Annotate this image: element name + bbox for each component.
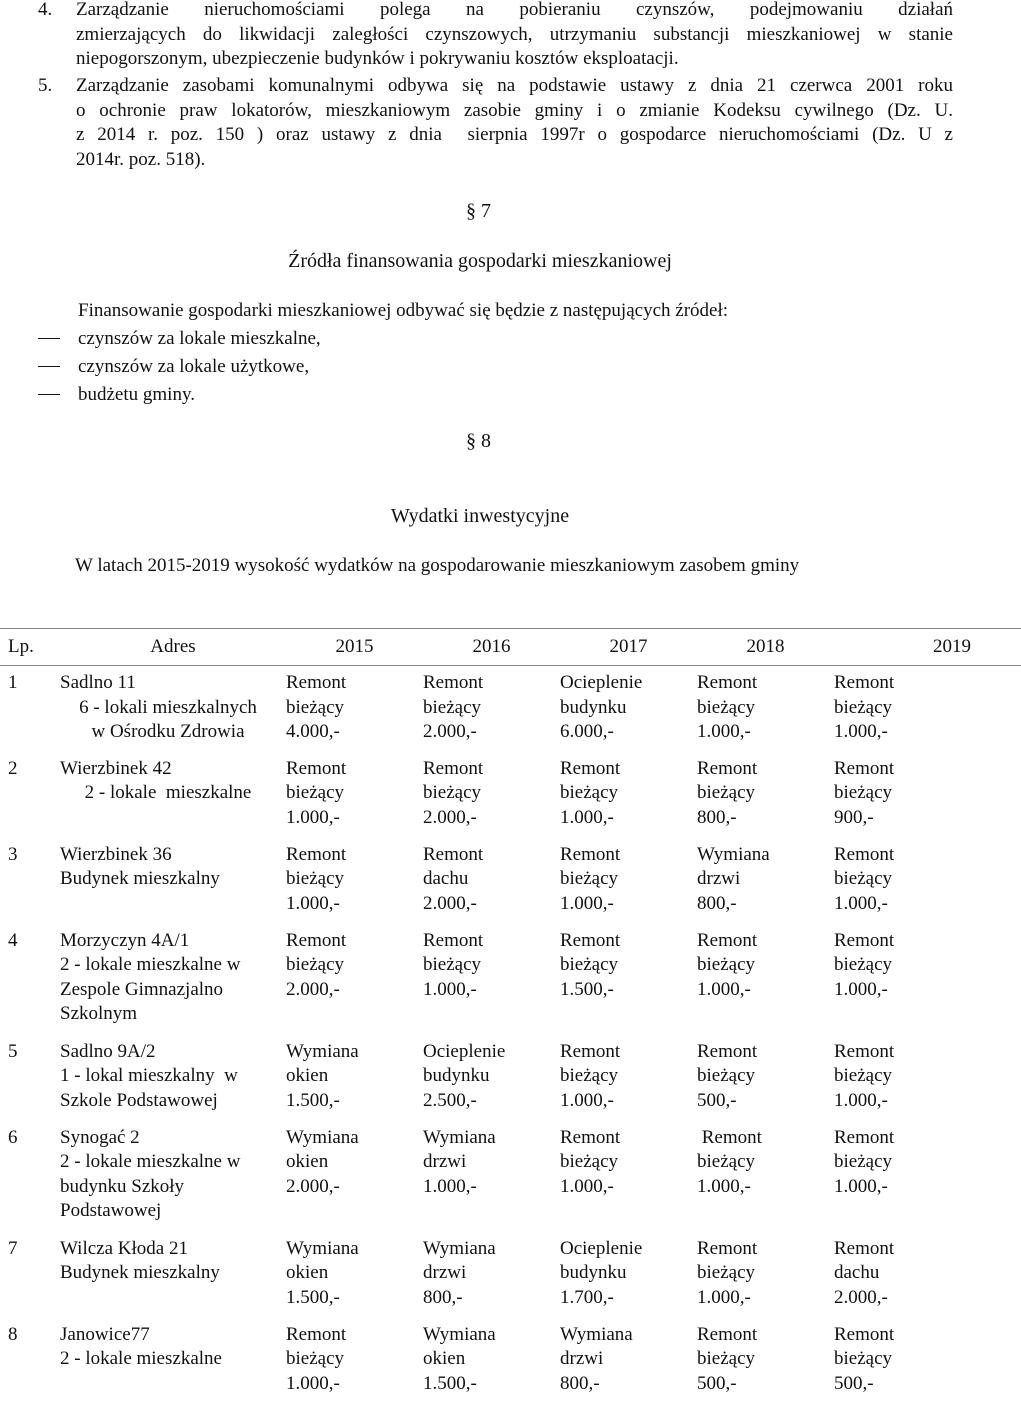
point-number: 4. — [38, 0, 53, 20]
amount-value: 1.000,- — [834, 892, 888, 914]
year-cell — [286, 838, 423, 924]
year-cell — [834, 1318, 1021, 1401]
work-description: bieżący — [286, 782, 345, 803]
amount-value: 2.000,- — [834, 1286, 888, 1308]
year-cell — [286, 1232, 423, 1318]
work-description: bieżący — [697, 1065, 756, 1086]
paragraph-point-4 — [38, 0, 953, 72]
table-row — [0, 838, 1021, 924]
work-description: bieżący — [286, 696, 345, 718]
amount-value: 1.000,- — [697, 1286, 751, 1308]
year-cell — [697, 1318, 834, 1401]
address-cell — [60, 1318, 286, 1401]
year-cell — [423, 1121, 560, 1232]
year-cell — [834, 838, 1021, 924]
row-number: 3 — [8, 843, 18, 865]
address-main: Sadlno 9A/2 — [60, 1040, 156, 1062]
work-description: okien — [286, 1151, 329, 1172]
address-main: Wilcza Kłoda 21 — [60, 1237, 188, 1259]
work-description: bieżący — [697, 954, 756, 975]
work-description: bieżący — [560, 1065, 619, 1086]
address-cell — [60, 752, 286, 838]
year-cell — [697, 1035, 834, 1121]
work-description: bieżący — [834, 1151, 893, 1172]
amount-value: 900,- — [834, 806, 874, 828]
address-cell — [60, 1035, 286, 1121]
work-description: Remont — [286, 757, 347, 779]
work-description: Remont — [286, 672, 347, 693]
address-detail: Budynek mieszkalny — [60, 1262, 220, 1283]
amount-value: 2.000,- — [286, 1175, 340, 1197]
amount-value: 500,- — [697, 1089, 737, 1111]
work-description: bieżący — [560, 1151, 619, 1172]
amount-value: 1.000,- — [834, 721, 888, 742]
year-cell — [560, 838, 697, 924]
paragraph-line: zmierzających do likwidacji zaległości czynszowych, utrzymaniu substancji mieszkaniowej w stanie — [76, 23, 953, 45]
amount-value: 1.000,- — [697, 1175, 751, 1197]
amount-value: 1.000,- — [560, 1089, 614, 1111]
table-row — [0, 1232, 1021, 1318]
work-description: Wymiana — [286, 1237, 359, 1259]
section-intro-8: W latach 2015-2019 wysokość wydatków na gospodarowanie mieszkaniowym zasobem gminy — [75, 555, 800, 576]
amount-value: 1.000,- — [286, 1372, 340, 1394]
work-description: Remont — [697, 757, 758, 779]
work-description: Remont — [560, 843, 621, 865]
table-row — [0, 924, 1021, 1035]
work-description: bieżący — [697, 1151, 756, 1172]
table-row — [0, 1318, 1021, 1401]
work-description: bieżący — [560, 782, 619, 803]
row-number: 7 — [8, 1237, 18, 1259]
amount-value: 1.000,- — [560, 806, 614, 828]
year-cell — [697, 924, 834, 1035]
amount-value: 2.000,- — [423, 806, 477, 828]
work-description: bieżący — [423, 696, 482, 718]
year-cell — [423, 752, 560, 838]
point-number: 5. — [38, 75, 53, 96]
address-detail: 1 - lokal mieszkalny w — [60, 1065, 238, 1086]
year-cell — [560, 752, 697, 838]
amount-value: 1.500,- — [286, 1286, 340, 1308]
work-description: Remont — [286, 843, 347, 865]
work-description: budynku — [560, 1262, 627, 1283]
work-description: drzwi — [423, 1262, 467, 1283]
row-number: 6 — [8, 1126, 18, 1148]
address-detail: Szkole Podstawowej — [60, 1089, 218, 1111]
list-item: budżetu gminy. — [38, 381, 321, 409]
section-title-7: Źródła finansowania gospodarki mieszkaniowej — [288, 250, 672, 272]
work-description: Remont — [286, 929, 347, 951]
work-description: Wymiana — [423, 1237, 496, 1259]
row-number: 2 — [8, 757, 18, 779]
work-description: Remont — [560, 1040, 621, 1062]
amount-value: 1.500,- — [560, 978, 614, 1000]
address-cell — [60, 666, 286, 752]
dash-bullet-icon — [38, 366, 60, 367]
work-description: Remont — [834, 843, 895, 865]
year-cell — [560, 924, 697, 1035]
year-cell — [560, 666, 697, 752]
work-description: Wymiana — [286, 1040, 359, 1062]
work-description: Wymiana — [560, 1323, 633, 1345]
work-description: Remont — [834, 1126, 895, 1148]
year-cell — [560, 1035, 697, 1121]
investment-table — [0, 628, 1021, 1400]
header-year: 2016 — [423, 629, 560, 666]
paragraph-line: niepogorszonym, ubezpieczenie budynków i pokrywaniu kosztów eksploatacji. — [76, 48, 679, 69]
year-cell — [286, 924, 423, 1035]
work-description: budynku — [560, 696, 627, 718]
row-number: 1 — [8, 672, 18, 693]
year-cell — [560, 1121, 697, 1232]
work-description: drzwi — [423, 1151, 467, 1172]
address-detail: 2 - lokale mieszkalne w — [60, 954, 241, 975]
address-detail: Szkolnym — [60, 1003, 138, 1024]
dash-bullet-icon — [38, 394, 60, 395]
work-description: Remont — [286, 1323, 347, 1345]
work-description: bieżący — [286, 868, 345, 889]
year-cell — [286, 1121, 423, 1232]
work-description: Remont — [423, 757, 484, 779]
year-cell — [697, 1121, 834, 1232]
header-year: 2019 — [834, 629, 1021, 666]
amount-value: 1.700,- — [560, 1286, 614, 1308]
work-description: Remont — [834, 1040, 895, 1062]
table-row — [0, 1121, 1021, 1232]
year-cell — [834, 1035, 1021, 1121]
list-item: czynszów za lokale użytkowe, — [38, 353, 321, 381]
section-title-8: Wydatki inwestycyjne — [390, 505, 570, 527]
work-description: bieżący — [697, 1348, 756, 1369]
address-main: Wierzbinek 42 — [60, 757, 172, 779]
year-cell — [834, 1121, 1021, 1232]
amount-value: 6.000,- — [560, 721, 614, 742]
work-description: Remont — [560, 757, 621, 779]
year-cell — [423, 838, 560, 924]
work-description: Remont — [423, 843, 484, 865]
row-number: 5 — [8, 1040, 18, 1062]
year-cell — [286, 1035, 423, 1121]
address-detail: 2 - lokale mieszkalne — [60, 1348, 222, 1369]
list-item: czynszów za lokale mieszkalne, — [38, 325, 321, 353]
work-description: Remont — [697, 929, 758, 951]
address-cell — [60, 838, 286, 924]
work-description: bieżący — [286, 954, 345, 975]
work-description: Remont — [423, 672, 484, 693]
paragraph-line: Zarządzanie zasobami komunalnymi odbywa się na podstawie ustawy z dnia 21 czerwca 2001 roku — [76, 75, 953, 96]
header-year: 2015 — [286, 629, 423, 666]
amount-value: 1.000,- — [697, 721, 751, 742]
work-description: drzwi — [560, 1348, 604, 1369]
amount-value: 2.000,- — [286, 978, 340, 1000]
work-description: budynku — [423, 1065, 490, 1086]
header-lp: Lp. — [0, 629, 60, 666]
address-cell — [60, 924, 286, 1035]
address-cell — [60, 1121, 286, 1232]
year-cell — [697, 838, 834, 924]
work-description: bieżący — [834, 868, 893, 889]
work-description: dachu — [423, 868, 469, 889]
amount-value: 1.000,- — [560, 892, 614, 914]
amount-value: 2.000,- — [423, 892, 477, 914]
amount-value: 800,- — [697, 892, 737, 914]
work-description: Wymiana — [423, 1323, 496, 1345]
work-description: Remont — [834, 1323, 895, 1345]
work-description: Remont — [423, 929, 484, 951]
amount-value: 1.000,- — [286, 806, 340, 828]
year-cell — [560, 1232, 697, 1318]
table-row — [0, 1035, 1021, 1121]
work-description: Remont — [560, 929, 621, 951]
amount-value: 1.000,- — [423, 1175, 477, 1197]
work-description: okien — [286, 1065, 329, 1086]
section-sign-7: § 7 — [466, 200, 491, 222]
year-cell — [697, 1232, 834, 1318]
work-description: bieżący — [834, 1065, 893, 1086]
header-year: 2018 — [697, 629, 834, 666]
paragraph-line: o ochronie praw lokatorów, mieszkaniowym zasobie gminy i o zmianie Kodeksu cywilnego (Dz. U. — [76, 99, 953, 121]
address-detail: Budynek mieszkalny — [60, 868, 220, 889]
dash-bullet-icon — [38, 338, 60, 339]
address-main: Janowice77 — [60, 1323, 150, 1345]
address-detail: 2 - lokale mieszkalne — [84, 782, 252, 803]
work-description: dachu — [834, 1262, 880, 1283]
work-description: okien — [423, 1348, 466, 1369]
work-description: Remont — [697, 1040, 758, 1062]
work-description: Remont — [834, 672, 895, 693]
work-description: bieżący — [423, 782, 482, 803]
amount-value: 4.000,- — [286, 721, 340, 742]
work-description: Remont — [560, 1126, 621, 1148]
address-detail: budynku Szkoły — [60, 1175, 185, 1197]
amount-value: 1.000,- — [560, 1175, 614, 1197]
address-main: Sadlno 11 — [60, 672, 136, 693]
work-description: Wymiana — [286, 1126, 359, 1148]
year-cell — [286, 1318, 423, 1401]
work-description: Wymiana — [423, 1126, 496, 1148]
work-description: bieżący — [834, 954, 893, 975]
work-description: Remont — [697, 1323, 758, 1345]
amount-value: 1.500,- — [423, 1372, 477, 1394]
amount-value: 2.000,- — [423, 721, 477, 742]
address-detail: 6 - lokali mieszkalnych — [79, 696, 257, 718]
amount-value: 800,- — [697, 806, 737, 828]
amount-value: 1.000,- — [834, 978, 888, 1000]
table-row — [0, 666, 1021, 752]
year-cell — [834, 666, 1021, 752]
year-cell — [834, 1232, 1021, 1318]
paragraph-line: 2014r. poz. 518). — [76, 148, 206, 170]
work-description: bieżący — [834, 782, 893, 803]
address-detail: Zespole Gimnazjalno — [60, 978, 224, 1000]
work-description: Remont — [834, 1237, 895, 1259]
work-description: Ocieplenie — [423, 1040, 506, 1062]
work-description: drzwi — [697, 868, 741, 889]
amount-value: 1.000,- — [834, 1089, 888, 1111]
work-description: Remont — [697, 1237, 758, 1259]
paragraph-line: z 2014 r. poz. 150 ) oraz ustawy z dnia sierpnia 1997r o gospodarce nieruchomościami (Dz. U z — [76, 124, 953, 145]
amount-value: 2.500,- — [423, 1089, 477, 1111]
year-cell — [423, 924, 560, 1035]
year-cell — [423, 1035, 560, 1121]
work-description: Ocieplenie — [560, 1237, 643, 1259]
header-year: 2017 — [560, 629, 697, 666]
address-main: Morzyczyn 4A/1 — [60, 929, 190, 951]
work-description: bieżący — [697, 1262, 756, 1283]
year-cell — [286, 752, 423, 838]
work-description: bieżący — [423, 954, 482, 975]
address-detail: 2 - lokale mieszkalne w — [60, 1151, 241, 1172]
address-main: Wierzbinek 36 — [60, 843, 172, 865]
year-cell — [423, 1318, 560, 1401]
section-intro-7: Finansowanie gospodarki mieszkaniowej odbywać się będzie z następujących źródeł: — [78, 300, 729, 321]
amount-value: 1.000,- — [286, 892, 340, 914]
amount-value: 500,- — [834, 1372, 874, 1394]
amount-value: 800,- — [423, 1286, 463, 1308]
paragraph-line: Zarządzanie nieruchomościami polega na pobieraniu czynszów, podejmowaniu działań — [76, 0, 953, 20]
address-cell — [60, 1232, 286, 1318]
work-description: Remont — [834, 929, 895, 951]
year-cell — [697, 666, 834, 752]
year-cell — [834, 752, 1021, 838]
year-cell — [697, 752, 834, 838]
work-description: Remont — [697, 672, 758, 693]
work-description: bieżący — [697, 782, 756, 803]
row-number: 8 — [8, 1323, 18, 1345]
address-main: Synogać 2 — [60, 1126, 140, 1148]
year-cell — [834, 924, 1021, 1035]
address-detail: w Ośrodku Zdrowia — [91, 721, 245, 742]
table-header-row — [0, 629, 1021, 666]
year-cell — [423, 666, 560, 752]
section-sign-8: § 8 — [466, 430, 491, 452]
amount-value: 1.000,- — [423, 978, 477, 1000]
work-description: Ocieplenie — [560, 672, 643, 693]
year-cell — [560, 1318, 697, 1401]
work-description: okien — [286, 1262, 329, 1283]
header-address: Adres — [60, 629, 286, 666]
year-cell — [286, 666, 423, 752]
work-description: Wymiana — [697, 843, 770, 865]
work-description: bieżący — [286, 1348, 345, 1369]
work-description: bieżący — [697, 696, 756, 718]
row-number: 4 — [8, 929, 18, 951]
year-cell — [423, 1232, 560, 1318]
amount-value: 500,- — [697, 1372, 737, 1394]
amount-value: 1.000,- — [697, 978, 751, 1000]
work-description: Remont — [834, 757, 895, 779]
work-description: Remont — [697, 1126, 762, 1148]
amount-value: 1.500,- — [286, 1089, 340, 1111]
funding-sources-list — [38, 325, 321, 409]
work-description: bieżący — [560, 954, 619, 975]
address-detail: Podstawowej — [60, 1200, 162, 1221]
amount-value: 1.000,- — [834, 1175, 888, 1197]
work-description: bieżący — [560, 868, 619, 889]
work-description: bieżący — [834, 696, 893, 718]
amount-value: 800,- — [560, 1372, 600, 1394]
table-row — [0, 752, 1021, 838]
work-description: bieżący — [834, 1348, 893, 1369]
paragraph-point-5 — [38, 74, 953, 172]
